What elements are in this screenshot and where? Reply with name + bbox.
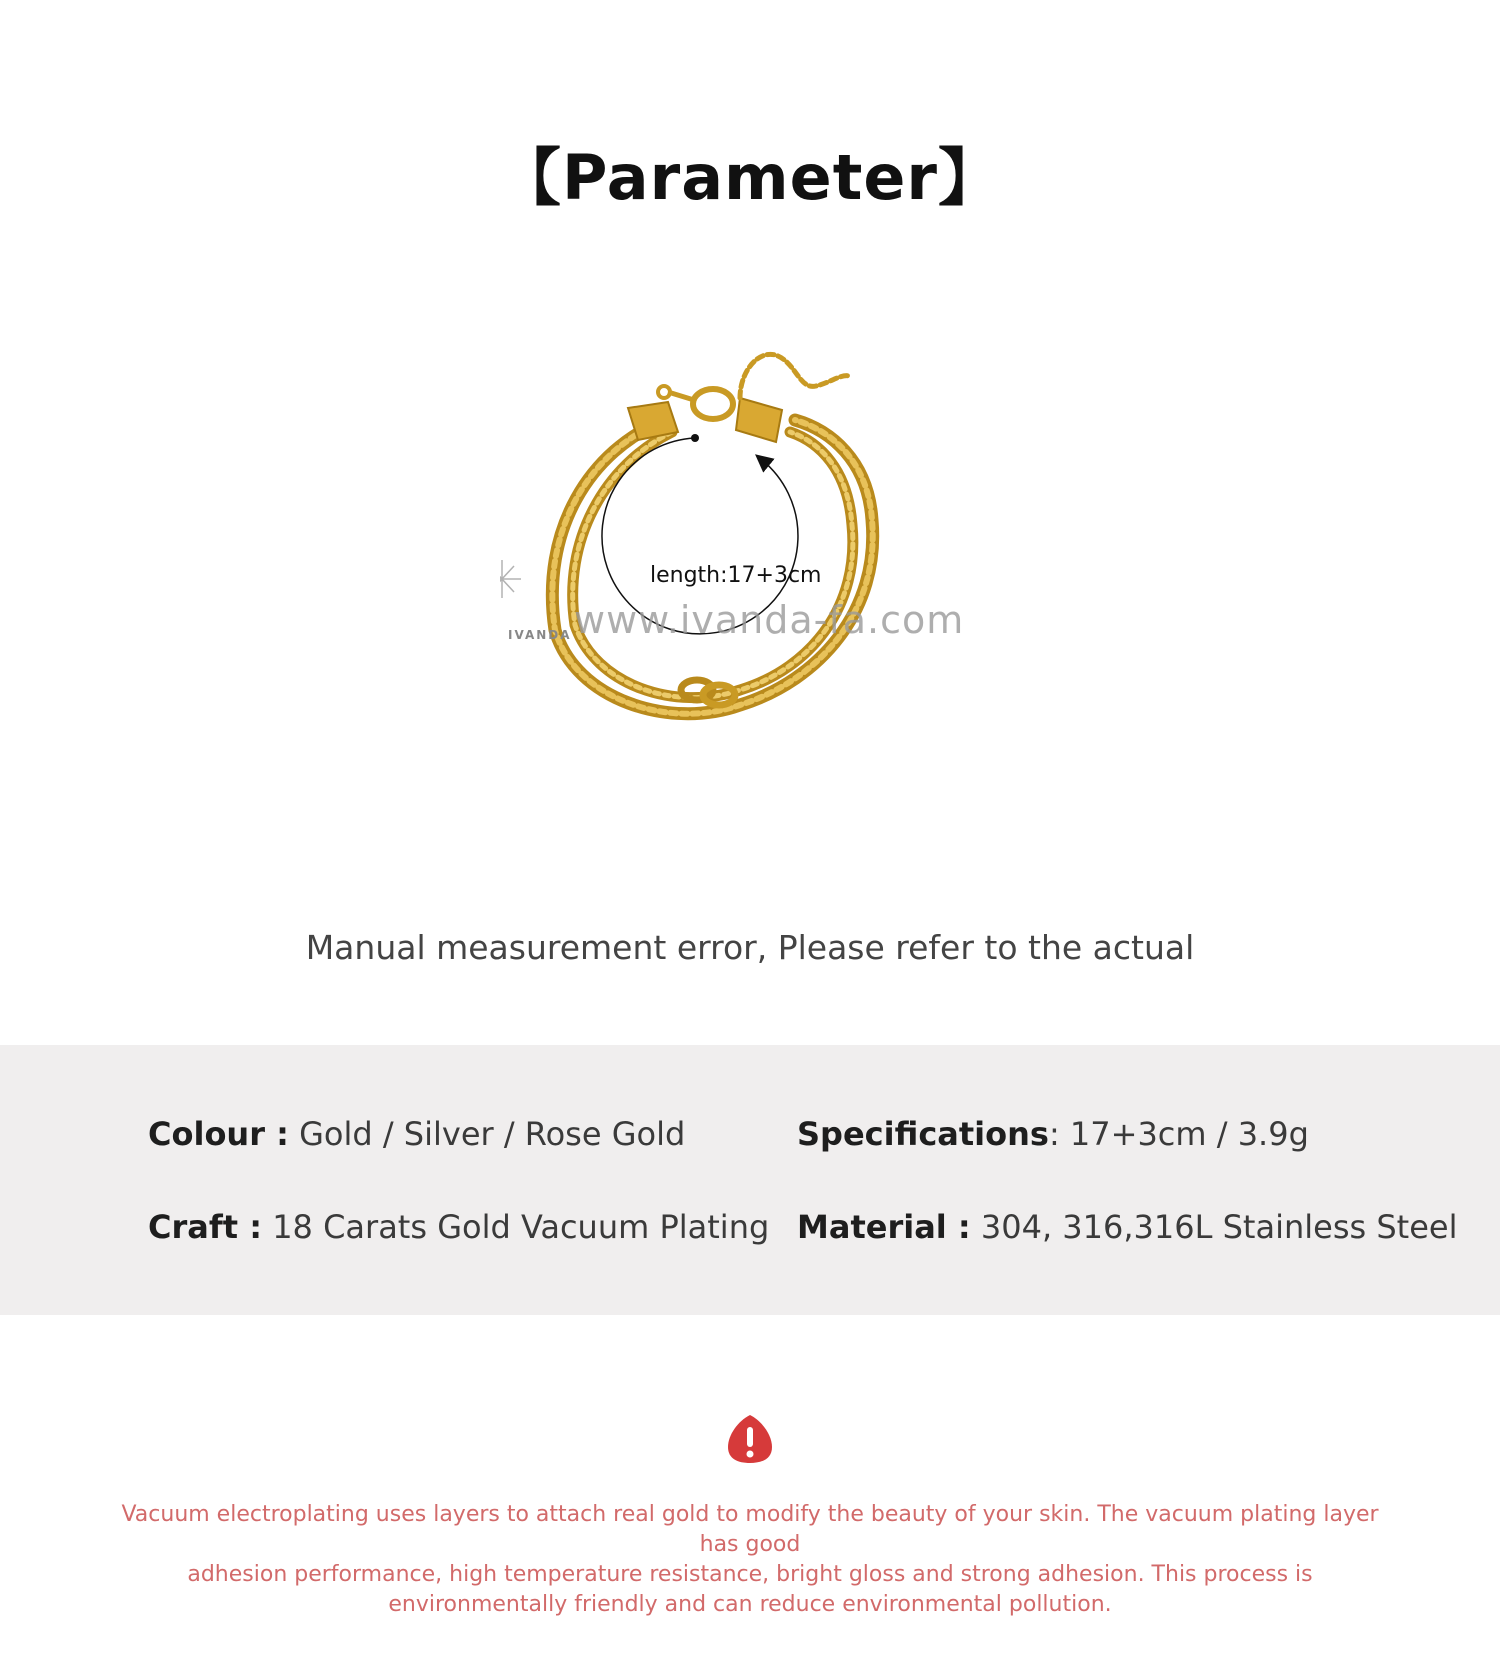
watermark-text: www.ivanda-fa.com	[574, 598, 965, 642]
disclaimer-line: environmentally friendly and can reduce environmental pollution.	[388, 1592, 1112, 1617]
watermark-logo-text: IVANDA	[508, 628, 572, 642]
disclaimer-line: Vacuum electroplating uses layers to attach real gold to modify the beauty of your skin. The vacuum plating layer has good	[121, 1502, 1379, 1557]
spec-colour	[148, 1115, 685, 1153]
spec-craft	[148, 1208, 769, 1246]
ivanda-logo-icon	[500, 560, 521, 598]
spec-specifications-label: Specifications	[797, 1115, 1049, 1153]
spec-specifications-value: : 17+3cm / 3.9g	[1048, 1115, 1309, 1153]
spec-craft-label: Craft :	[148, 1208, 263, 1246]
spec-material-label: Material :	[797, 1208, 971, 1246]
spec-material-value: 304, 316,316L Stainless Steel	[980, 1208, 1458, 1246]
specifications-panel	[0, 1045, 1500, 1315]
measurement-note: Manual measurement error, Please refer to the actual	[305, 928, 1195, 967]
vacuum-plating-disclaimer	[120, 1500, 1380, 1620]
spec-colour-value: Gold / Silver / Rose Gold	[299, 1115, 686, 1153]
exclamation-icon	[726, 1413, 774, 1465]
spec-colour-label: Colour :	[148, 1115, 289, 1153]
length-label: length:17+3cm	[650, 563, 822, 588]
spec-material	[797, 1208, 1457, 1246]
spec-craft-value: 18 Carats Gold Vacuum Plating	[272, 1208, 770, 1246]
spec-specifications	[797, 1115, 1309, 1153]
disclaimer-line: adhesion performance, high temperature resistance, bright gloss and strong adhesion. This process is	[187, 1562, 1313, 1587]
page-title: 【Parameter】	[499, 141, 1001, 214]
